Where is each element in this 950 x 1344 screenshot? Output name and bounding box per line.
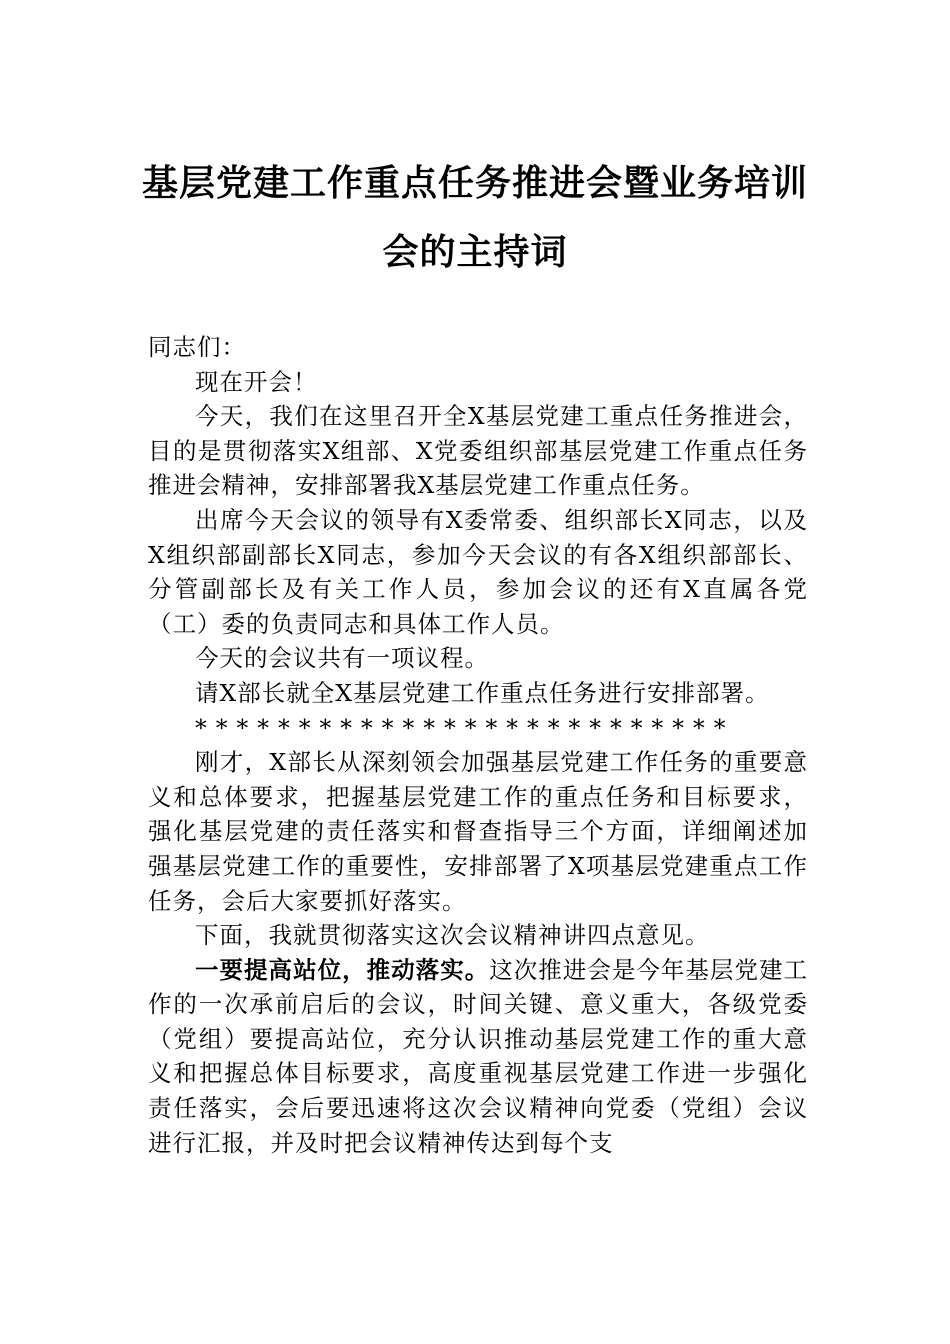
paragraph-request: 请X部长就全X基层党建工作重点任务进行安排部署。 [195, 678, 770, 707]
point-one-heading: 一要提高站位，推动落实。 [195, 955, 490, 984]
separator-stars: ************************** [195, 713, 735, 742]
paragraph-four-points: 下面，我就贯彻落实这次会议精神讲四点意见。 [195, 921, 710, 950]
document-body [148, 330, 808, 1160]
paragraph-purpose: 今天，我们在这里召开全X基层党建工重点任务推进会，目的是贯彻落实X组部、X党委组织部基层党建工作重点任务推进会精神，安排部署我X基层党建工作重点任务。 [148, 402, 808, 500]
paragraph-point-one [148, 953, 808, 1161]
paragraph-attendees: 出席今天会议的领导有X委常委、组织部长X同志，以及X组织部副部长X同志，参加今天会议的有各X组织部部长、分管副部长及有关工作人员，参加会议的还有X直属各党（工）委的负责同志和具体工作人员。 [148, 505, 808, 638]
paragraph-open: 现在开会！ [195, 367, 318, 396]
point-one-text: 这次推进会是今年基层党建工作的一次承前启后的会议，时间关键、意义重大，各级党委（党组）要提高站位，充分认识推动基层党建工作的重大意义和把握总体目标要求，高度重视基层党建工作进一步强化责任落实，会后要迅速将这次会议精神向党委（党组）会议进行汇报，并及时把会议精神传达到每个支 [148, 955, 808, 1157]
document-title-line-2: 会的主持词 [382, 231, 568, 273]
paragraph-summary: 刚才，X部长从深刻领会加强基层党建工作任务的重要意义和总体要求，把握基层党建工作的重点任务和目标要求，强化基层党建的责任落实和督查指导三个方面，详细阐述加强基层党建工作的重要性，安排部署了X项基层党建重点工作任务，会后大家要抓好落实。 [148, 748, 808, 915]
paragraph-agenda: 今天的会议共有一项议程。 [195, 644, 489, 673]
salutation: 同志们： [148, 333, 246, 361]
document-title-line-1: 基层党建工作重点任务推进会暨业务培训 [141, 162, 808, 204]
